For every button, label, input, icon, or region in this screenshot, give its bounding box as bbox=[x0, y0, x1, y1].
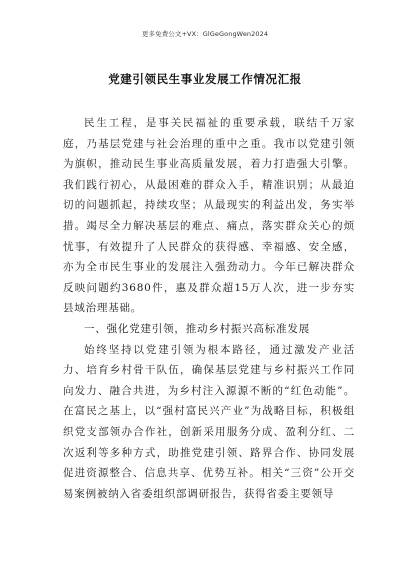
intro-paragraph: 民生工程，是事关民福祉的重要承载，联结千万家庭，乃基层党建与社会治理的重中之重。我市以党建引领为旗帜，推动民生事业高质量发展，着力打造强大引擎。我们践行初心，从最困难的群众入手，精准识别；从最迫切的问题抓起，持续攻坚；从最现实的利益出发，务实举措。竭尽全力解决基层的难点、痛点，落实群众关心的烦忧事，有效提升了人民群众的获得感、幸福感、安全感，亦为全市民生事业的发展注入强劲动力。今年已解决群众反映问题约3680件，惠及群众超15万人次，进一步夯实县域治理基础。 bbox=[63, 117, 355, 315]
document-body bbox=[63, 113, 355, 504]
header-note: 更多免费公文+VX：GlGeGongWen2024 bbox=[141, 30, 269, 38]
document-title: 党建引领民生事业发展工作情况汇报 bbox=[108, 72, 302, 86]
section-paragraph: 始终坚持以党建引领为根本路径，通过激发产业活力、培育乡村骨干队伍，确保基层党建与乡村振兴工作同向发力、融合共进，为乡村注入源源不断的“红色动能”。在富民之基上，以“强村富民兴产业”为战略目标，积极组织党支部领办合作社，创新采用服务分成、盈利分红、二次返利等多种方式，助推党建引领、路界合作、协同发展促进资源整合、信息共享、优势互补。相关“三资”公开交易案例被纳入省委组织部调研报告，获得省委主要领导 bbox=[63, 343, 355, 500]
section-heading: 一、强化党建引领，推动乡村振兴高标准发展 bbox=[84, 322, 310, 335]
